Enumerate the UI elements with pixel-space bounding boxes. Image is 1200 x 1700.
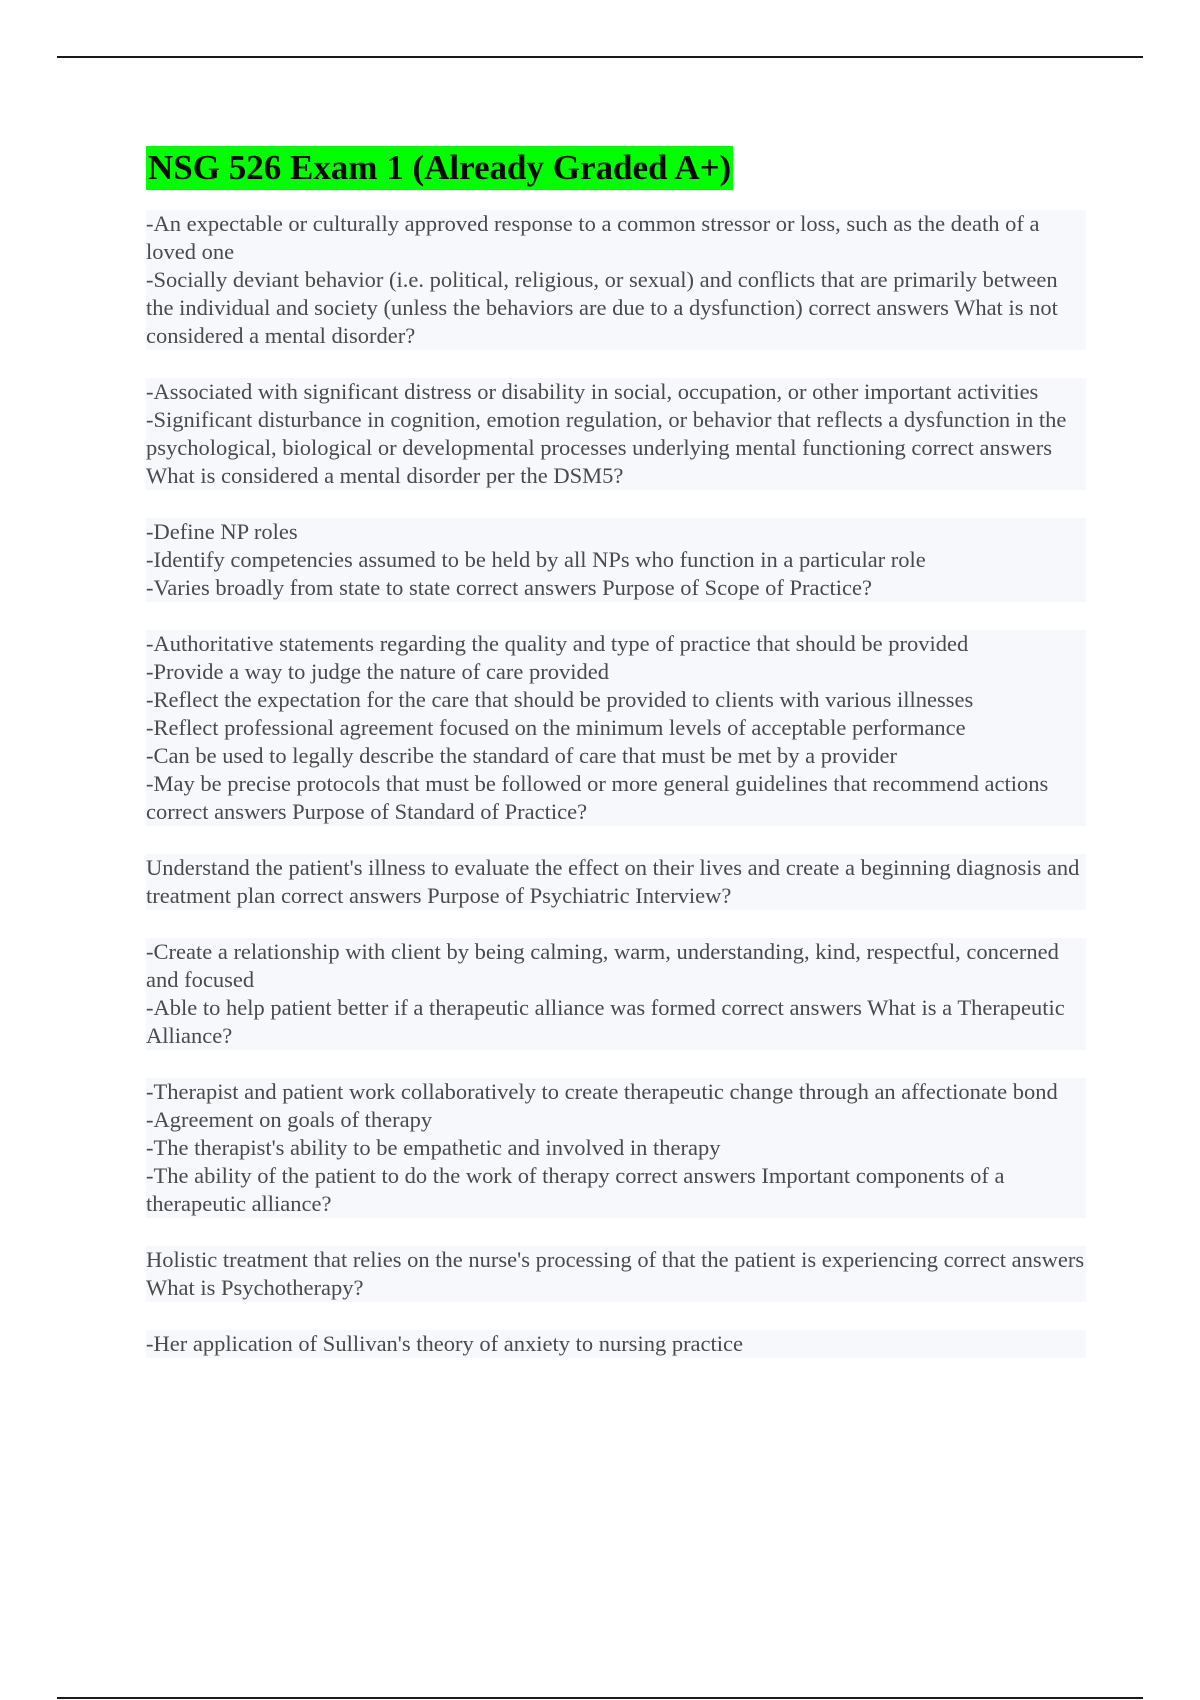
entry-line: -Therapist and patient work collaboratively to create therapeutic change through an affectionate bond (146, 1079, 1058, 1104)
bottom-rule (57, 1697, 1143, 1699)
entry-line: -Reflect the expectation for the care that should be provided to clients with various illnesses (146, 687, 974, 712)
entry-line: -Significant disturbance in cognition, emotion regulation, or behavior that reflects a dysfunction in the psychological, biological or developmental processes underlying mental functioning correct answers What is considered a mental disorder per the DSM5? (146, 407, 1067, 488)
qa-entry (146, 378, 1086, 490)
qa-entry (146, 630, 1086, 826)
entry-line: -Define NP roles (146, 519, 298, 544)
qa-entry (146, 854, 1086, 910)
entry-line: Holistic treatment that relies on the nurse's processing of that the patient is experiencing correct answers What is Psychotherapy? (146, 1247, 1085, 1300)
entry-line: -Provide a way to judge the nature of care provided (146, 659, 609, 684)
document-body (146, 146, 1086, 1386)
entry-line: -Reflect professional agreement focused on the minimum levels of acceptable performance (146, 715, 966, 740)
entry-line: -Agreement on goals of therapy (146, 1107, 433, 1132)
entry-line: -Able to help patient better if a therapeutic alliance was formed correct answers What is a Therapeutic Alliance? (146, 995, 1065, 1048)
entry-line: -Socially deviant behavior (i.e. political, religious, or sexual) and conflicts that are primarily between the individual and society (unless the behaviors are due to a dysfunction) correct answers What is not considered a mental disorder? (146, 267, 1058, 348)
entry-line: -The ability of the patient to do the work of therapy correct answers Important components of a therapeutic alliance? (146, 1163, 1005, 1216)
entry-line: -An expectable or culturally approved response to a common stressor or loss, such as the death of a loved one (146, 211, 1040, 264)
entry-line: Understand the patient's illness to evaluate the effect on their lives and create a beginning diagnosis and treatment plan correct answers Purpose of Psychiatric Interview? (146, 855, 1080, 908)
entry-line: -Can be used to legally describe the standard of care that must be met by a provider (146, 743, 897, 768)
qa-entry (146, 938, 1086, 1050)
entry-line: -The therapist's ability to be empathetic and involved in therapy (146, 1135, 721, 1160)
entry-line: -Identify competencies assumed to be held by all NPs who function in a particular role (146, 547, 926, 572)
top-rule (57, 56, 1143, 58)
entry-line: -Create a relationship with client by being calming, warm, understanding, kind, respectful, concerned and focused (146, 939, 1059, 992)
entry-line: -Varies broadly from state to state correct answers Purpose of Scope of Practice? (146, 575, 872, 600)
entry-line: -May be precise protocols that must be followed or more general guidelines that recommend actions correct answers Purpose of Standard of Practice? (146, 771, 1049, 824)
entry-line: -Associated with significant distress or disability in social, occupation, or other important activities (146, 379, 1039, 404)
qa-entry (146, 1078, 1086, 1218)
entry-line: -Authoritative statements regarding the quality and type of practice that should be provided (146, 631, 969, 656)
qa-entry (146, 1246, 1086, 1302)
document-title: NSG 526 Exam 1 (Already Graded A+) (146, 146, 733, 190)
qa-entry (146, 1330, 1086, 1358)
entry-line: -Her application of Sullivan's theory of anxiety to nursing practice (146, 1331, 744, 1356)
qa-entry (146, 518, 1086, 602)
qa-entry (146, 210, 1086, 350)
